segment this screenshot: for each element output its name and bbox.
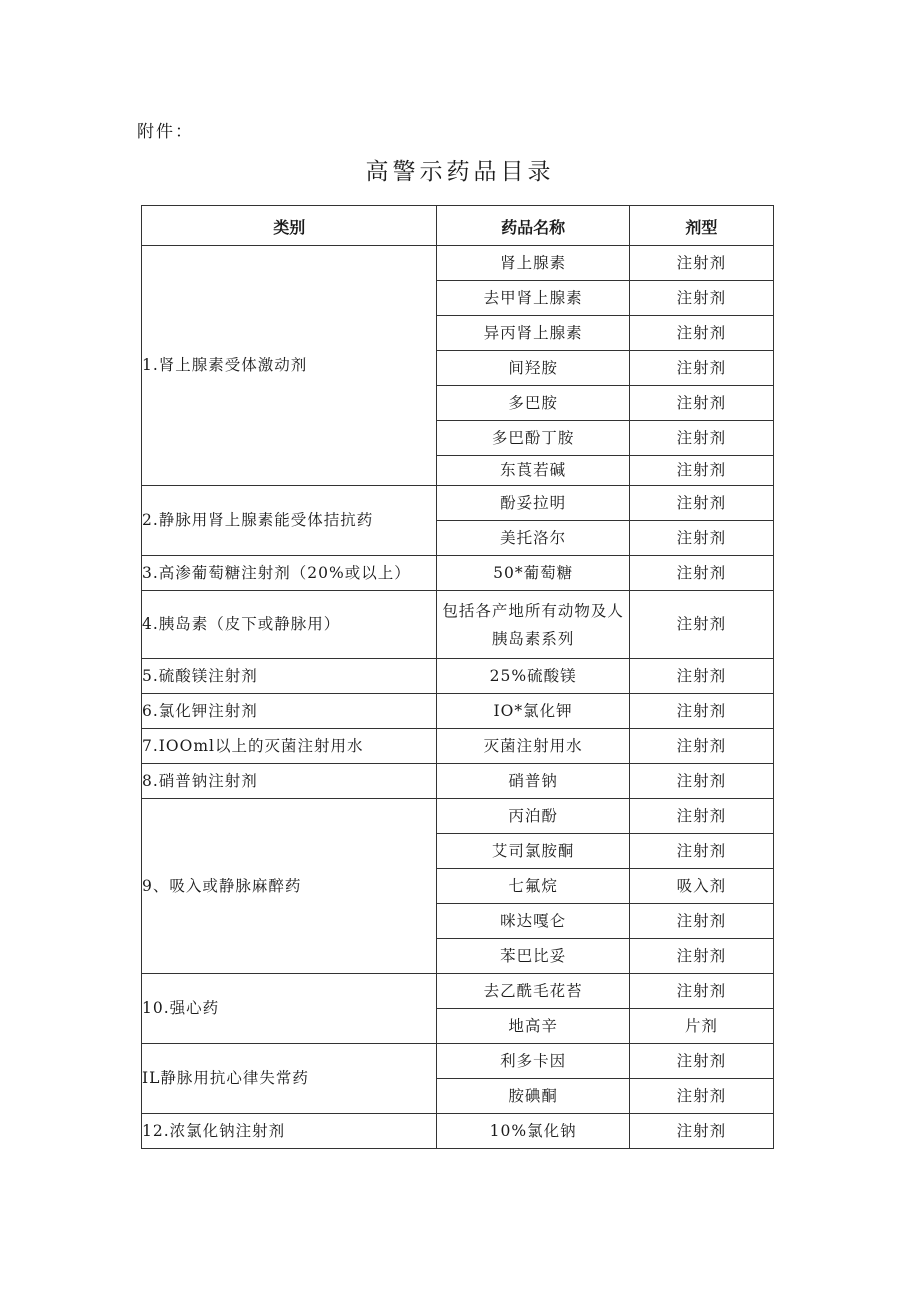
drug-name-cell: 苯巴比妥 [437, 939, 629, 974]
category-cell: 9、吸入或静脉麻醉药 [142, 799, 437, 974]
drug-name-cell: 美托洛尔 [437, 521, 629, 556]
dosage-form-cell: 注射剂 [629, 1079, 773, 1114]
table-row [142, 659, 774, 694]
drug-name-cell: 艾司氯胺酮 [437, 834, 629, 869]
table-row [142, 799, 774, 834]
drug-name-cell: 灭菌注射用水 [437, 729, 629, 764]
dosage-form-cell: 注射剂 [629, 729, 773, 764]
dosage-form-cell: 注射剂 [629, 1114, 773, 1149]
drug-name-cell: 25%硫酸镁 [437, 659, 629, 694]
dosage-form-cell: 注射剂 [629, 659, 773, 694]
drug-name-cell: 七氟烷 [437, 869, 629, 904]
drug-name-cell: 肾上腺素 [437, 246, 629, 281]
dosage-form-cell: 注射剂 [629, 799, 773, 834]
drug-table [141, 205, 774, 1149]
table-row [142, 764, 774, 799]
category-cell: 7.IOOml以上的灭菌注射用水 [142, 729, 437, 764]
table-row [142, 1044, 774, 1079]
category-cell: IL静脉用抗心律失常药 [142, 1044, 437, 1114]
category-cell: 1.肾上腺素受体激动剂 [142, 246, 437, 486]
header-name: 药品名称 [437, 206, 629, 246]
drug-name-cell: 50*葡萄糖 [437, 556, 629, 591]
dosage-form-cell: 注射剂 [629, 904, 773, 939]
header-category: 类别 [142, 206, 437, 246]
dosage-form-cell: 注射剂 [629, 764, 773, 799]
table-row [142, 591, 774, 659]
table-row [142, 694, 774, 729]
attachment-label: 附件： [137, 122, 194, 142]
drug-name-cell: 东莨若碱 [437, 456, 629, 486]
category-cell: 4.胰岛素（皮下或静脉用） [142, 591, 437, 659]
drug-name-cell: 包括各产地所有动物及人胰岛素系列 [437, 591, 629, 659]
dosage-form-cell: 注射剂 [629, 521, 773, 556]
table-row [142, 729, 774, 764]
category-cell: 3.高渗葡萄糖注射剂（20%或以上） [142, 556, 437, 591]
dosage-form-cell: 注射剂 [629, 694, 773, 729]
drug-name-cell: 咪达嘎仑 [437, 904, 629, 939]
dosage-form-cell: 注射剂 [629, 486, 773, 521]
dosage-form-cell: 注射剂 [629, 834, 773, 869]
drug-name-cell: 利多卡因 [437, 1044, 629, 1079]
table-row [142, 556, 774, 591]
document-title: 高警示药品目录 [365, 159, 555, 185]
drug-name-cell: 间羟胺 [437, 351, 629, 386]
category-cell: 2.静脉用肾上腺素能受体拮抗药 [142, 486, 437, 556]
drug-name-cell: 酚妥拉明 [437, 486, 629, 521]
category-cell: 6.氯化钾注射剂 [142, 694, 437, 729]
table-row [142, 1114, 774, 1149]
drug-name-cell: 地高辛 [437, 1009, 629, 1044]
table-row [142, 246, 774, 281]
drug-name-cell: 多巴酚丁胺 [437, 421, 629, 456]
drug-name-cell: 10%氯化钠 [437, 1114, 629, 1149]
dosage-form-cell: 注射剂 [629, 591, 773, 659]
dosage-form-cell: 注射剂 [629, 974, 773, 1009]
header-form: 剂型 [629, 206, 773, 246]
table-header-row [142, 206, 774, 246]
dosage-form-cell: 注射剂 [629, 456, 773, 486]
drug-name-cell: 硝普钠 [437, 764, 629, 799]
dosage-form-cell: 注射剂 [629, 281, 773, 316]
table-row [142, 974, 774, 1009]
drug-name-cell: 去乙酰毛花苔 [437, 974, 629, 1009]
drug-name-cell: 异丙肾上腺素 [437, 316, 629, 351]
drug-name-cell: 丙泊酚 [437, 799, 629, 834]
category-cell: 5.硫酸镁注射剂 [142, 659, 437, 694]
dosage-form-cell: 注射剂 [629, 1044, 773, 1079]
drug-name-cell: 胺碘酮 [437, 1079, 629, 1114]
dosage-form-cell: 注射剂 [629, 939, 773, 974]
category-cell: 12.浓氯化钠注射剂 [142, 1114, 437, 1149]
table-row [142, 486, 774, 521]
dosage-form-cell: 注射剂 [629, 556, 773, 591]
dosage-form-cell: 注射剂 [629, 421, 773, 456]
drug-name-cell: 多巴胺 [437, 386, 629, 421]
drug-name-cell: 去甲肾上腺素 [437, 281, 629, 316]
category-cell: 8.硝普钠注射剂 [142, 764, 437, 799]
category-cell: 10.强心药 [142, 974, 437, 1044]
dosage-form-cell: 注射剂 [629, 351, 773, 386]
drug-name-cell: IO*氯化钾 [437, 694, 629, 729]
dosage-form-cell: 注射剂 [629, 386, 773, 421]
dosage-form-cell: 片剂 [629, 1009, 773, 1044]
dosage-form-cell: 注射剂 [629, 246, 773, 281]
dosage-form-cell: 吸入剂 [629, 869, 773, 904]
dosage-form-cell: 注射剂 [629, 316, 773, 351]
